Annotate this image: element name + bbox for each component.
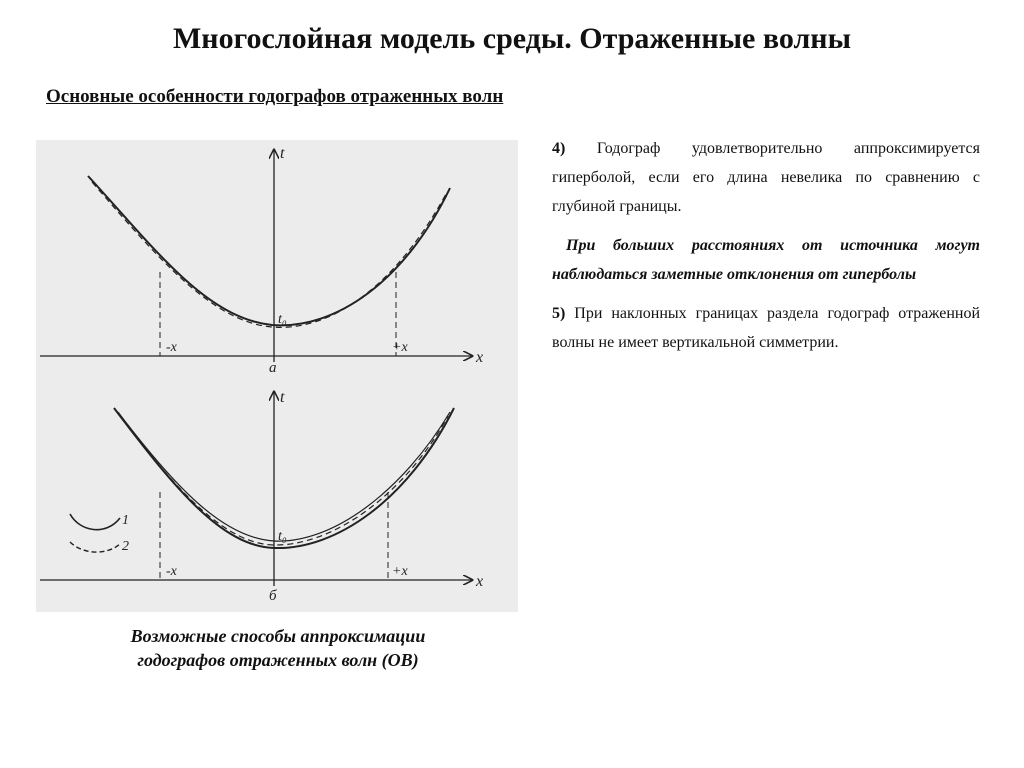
panel-b-t0-label: t₀ bbox=[278, 529, 287, 544]
panel-b-plus-x-label: +x bbox=[392, 564, 408, 579]
panel-b-hodograph-curve bbox=[114, 408, 454, 548]
panel-b-legend-line-1 bbox=[70, 514, 120, 530]
panel-a-label: a bbox=[269, 360, 277, 376]
panel-a-t0-label: t₀ bbox=[278, 312, 287, 327]
panel-a-t-label: t bbox=[280, 145, 285, 162]
panel-b-x-label: x bbox=[476, 573, 484, 590]
section-subtitle: Основные особенности годографов отраженных волн bbox=[46, 86, 504, 107]
panel-b-legend-1: 1 bbox=[122, 513, 129, 528]
figure-caption-line-2: годографов отраженных волн (ОВ) bbox=[137, 650, 419, 670]
page-title: Многослойная модель среды. Отраженные волны bbox=[172, 22, 852, 55]
body-text bbox=[552, 134, 980, 367]
hodograph-diagram bbox=[36, 140, 518, 612]
hodograph-figure bbox=[36, 140, 518, 612]
panel-b-legend-2: 2 bbox=[122, 539, 129, 554]
panel-a-plus-x-label: +x bbox=[392, 340, 408, 355]
paragraph-5-text: При наклонных границах раздела годограф отраженной волны не имеет вертикальной симметрии. bbox=[552, 305, 981, 351]
panel-b-legend-line-2 bbox=[70, 542, 120, 552]
paragraph-4 bbox=[552, 134, 980, 221]
panel-b-t-label: t bbox=[280, 389, 285, 406]
panel-b-approx-curve-2 bbox=[120, 416, 448, 545]
panel-a-hyperbola-approx bbox=[92, 182, 446, 327]
paragraph-4-number: 4) bbox=[552, 140, 566, 157]
panel-b-label: б bbox=[269, 588, 277, 604]
panel-b bbox=[40, 389, 483, 604]
figure-caption-line-1: Возможные способы аппроксимации bbox=[130, 626, 426, 646]
paragraph-5-number: 5) bbox=[552, 305, 566, 322]
panel-a-minus-x-label: -x bbox=[166, 340, 177, 355]
figure-caption bbox=[40, 624, 516, 672]
paragraph-4-text: Годограф удовлетворительно аппроксимируется гиперболой, если его длина невелика по сравнению с глубиной границы. bbox=[552, 140, 980, 215]
panel-a-x-label: x bbox=[476, 349, 484, 366]
panel-a bbox=[40, 145, 483, 376]
paragraph-5 bbox=[552, 299, 980, 357]
paragraph-4-note: При больших расстояниях от источника могут наблюдаться заметные отклонения от гиперболы bbox=[552, 237, 980, 283]
panel-b-minus-x-label: -x bbox=[166, 564, 177, 579]
